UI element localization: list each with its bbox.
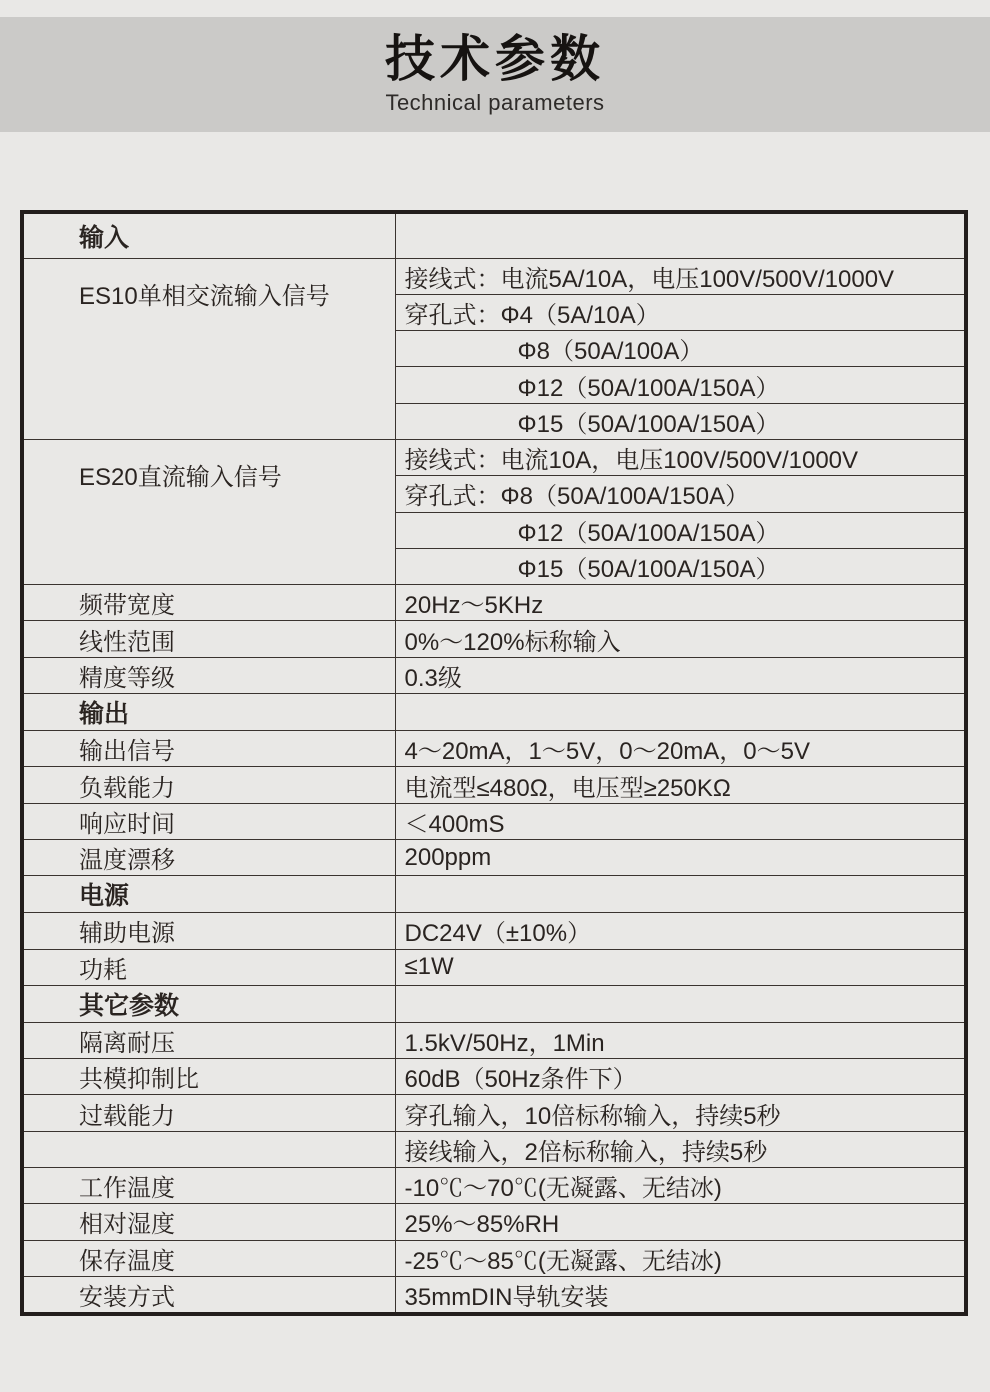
param-name-cell: 其它参数 [22, 985, 395, 1022]
param-value-cell: ＜400mS [395, 803, 966, 839]
param-value-cell: 35mmDIN导轨安装 [395, 1276, 966, 1314]
param-name-cell: 工作温度 [22, 1168, 395, 1204]
param-value-cell: DC24V（±10%） [395, 913, 966, 949]
param-value-cell: 200ppm [395, 839, 966, 875]
param-value-cell: ≤1W [395, 949, 966, 985]
table-row [22, 694, 966, 731]
param-name-cell: 功耗 [22, 949, 395, 985]
table-row [22, 439, 966, 475]
param-name-cell: 温度漂移 [22, 839, 395, 875]
param-name-cell: 负载能力 [22, 767, 395, 803]
param-value-cell: Φ15（50A/100A/150A） [395, 403, 966, 439]
table-row [22, 1059, 966, 1095]
param-value-cell: 4～20mA，1～5V，0～20mA，0～5V [395, 731, 966, 767]
table-row [22, 657, 966, 693]
param-name-cell [22, 1131, 395, 1167]
param-name-cell: 辅助电源 [22, 913, 395, 949]
table-row [22, 767, 966, 803]
table-row [22, 212, 966, 258]
table-row [22, 949, 966, 985]
param-name-cell: ES20直流输入信号 [22, 439, 395, 584]
param-name-cell: 输入 [22, 212, 395, 258]
table-row [22, 1276, 966, 1314]
table-row [22, 803, 966, 839]
param-name-cell: 电源 [22, 876, 395, 913]
param-value-cell: 电流型≤480Ω，电压型≥250KΩ [395, 767, 966, 803]
param-value-cell: Φ12（50A/100A/150A） [395, 367, 966, 403]
param-name-cell: 精度等级 [22, 657, 395, 693]
table-row [22, 839, 966, 875]
param-value-cell: -25℃～85℃(无凝露、无结冰) [395, 1240, 966, 1276]
param-value-cell [395, 212, 966, 258]
table-row [22, 585, 966, 621]
param-value-cell: Φ15（50A/100A/150A） [395, 548, 966, 584]
table-row [22, 1168, 966, 1204]
param-value-cell: 0%～120%标称输入 [395, 621, 966, 657]
param-name-cell: 隔离耐压 [22, 1022, 395, 1058]
header-band [0, 17, 990, 132]
param-value-cell: 20Hz～5KHz [395, 585, 966, 621]
param-value-cell: Φ8（50A/100A） [395, 331, 966, 367]
table-row [22, 876, 966, 913]
param-name-cell: 线性范围 [22, 621, 395, 657]
table-row [22, 258, 966, 294]
spec-table-body [22, 212, 966, 1314]
param-value-cell: 穿孔输入，10倍标称输入，持续5秒 [395, 1095, 966, 1131]
page-subtitle: Technical parameters [385, 90, 605, 116]
param-value-cell: 1.5kV/50Hz，1Min [395, 1022, 966, 1058]
param-name-cell: 过载能力 [22, 1095, 395, 1131]
param-value-cell: 接线式：电流5A/10A，电压100V/500V/1000V [395, 258, 966, 294]
table-row [22, 1131, 966, 1167]
param-value-cell [395, 876, 966, 913]
param-name-cell: 频带宽度 [22, 585, 395, 621]
technical-parameters-table [20, 210, 968, 1316]
param-value-cell: 穿孔式：Φ8（50A/100A/150A） [395, 476, 966, 512]
param-name-cell: 相对湿度 [22, 1204, 395, 1240]
param-name-cell: 响应时间 [22, 803, 395, 839]
table-row [22, 985, 966, 1022]
table-row [22, 1240, 966, 1276]
param-value-cell: 60dB（50Hz条件下） [395, 1059, 966, 1095]
table-row [22, 913, 966, 949]
page-title: 技术参数 [385, 30, 605, 87]
param-value-cell: 接线输入，2倍标称输入，持续5秒 [395, 1131, 966, 1167]
param-value-cell: 25%～85%RH [395, 1204, 966, 1240]
param-name-cell: 输出信号 [22, 731, 395, 767]
param-name-cell: 保存温度 [22, 1240, 395, 1276]
param-value-cell [395, 694, 966, 731]
param-value-cell: 穿孔式：Φ4（5A/10A） [395, 294, 966, 330]
param-value-cell: 0.3级 [395, 657, 966, 693]
param-name-cell: ES10单相交流输入信号 [22, 258, 395, 439]
param-name-cell: 安装方式 [22, 1276, 395, 1314]
table-row [22, 1204, 966, 1240]
param-value-cell: 接线式：电流10A，电压100V/500V/1000V [395, 439, 966, 475]
param-value-cell [395, 985, 966, 1022]
table-row [22, 1022, 966, 1058]
table-row [22, 731, 966, 767]
param-name-cell: 输出 [22, 694, 395, 731]
param-name-cell: 共模抑制比 [22, 1059, 395, 1095]
spec-table-container [20, 210, 968, 1316]
param-value-cell: Φ12（50A/100A/150A） [395, 512, 966, 548]
param-value-cell: -10℃～70℃(无凝露、无结冰) [395, 1168, 966, 1204]
table-row [22, 1095, 966, 1131]
table-row [22, 621, 966, 657]
